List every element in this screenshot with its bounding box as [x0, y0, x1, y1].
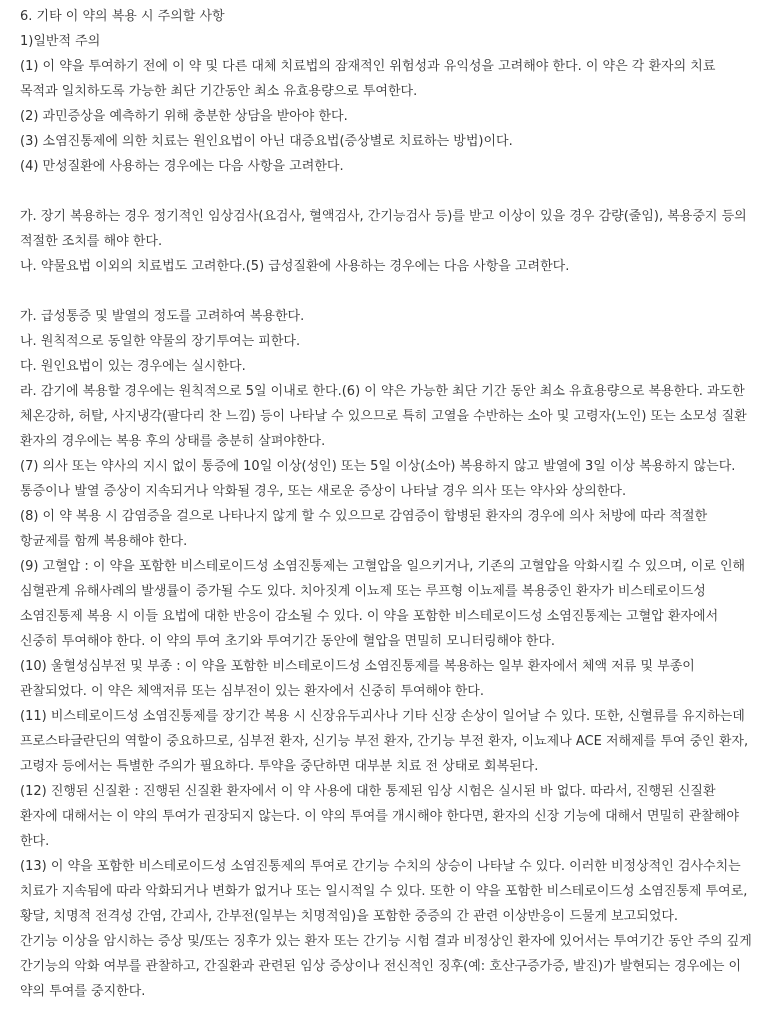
paragraph: (8) 이 약 복용 시 감염증을 걸으로 나타나지 않게 할 수 있으므로 감염증이 합병된 환자의 경우에 의사 처방에 따라 적절한 항균제를 함께 복용해야 한다.: [20, 509, 708, 549]
paragraph: (9) 고혈압 : 이 약을 포함한 비스테로이드성 소염진통제는 고혈압을 일으키거나, 기존의 고혈압을 악화시킬 수 있으며, 이로 인해 심혈관계 유해사례의 발생률이 증가될 수도 있다. 치아짓계 이뇨제 또는 루프형 이뇨제를 복용중인 환자가 비스테로이드성 소염진통제 복용 시 이들 요법에 대한 반응이 감소될 수 있다. 이 약을 포함한 비스테로이드성 소염진통제는 고혈압 환자에서 신중히 투여해야 한다. 이 약의 투여 초기와 투여기간 동안에 혈압을 면밀히 모니터링해야 한다.: [20, 559, 746, 649]
paragraph: 라. 감기에 복용할 경우에는 원칙적으로 5일 이내로 한다.(6) 이 약은 가능한 최단 기간 동안 최소 유효용량으로 복용한다. 과도한 체온강하, 허탈, 사지냉각(팔다리 찬 느낌) 등이 나타날 수 있으므로 특히 고열을 수반하는 소아 및 고령자(노인) 또는 소모성 질환 환자의 경우에는 복용 후의 상태를 충분히 살펴야한다.: [20, 384, 747, 449]
subsection-title: 1)일반적 주의: [20, 34, 101, 49]
paragraph: (1) 이 약을 투여하기 전에 이 약 및 다른 대체 치료법의 잠재적인 위험성과 유익성을 고려해야 한다. 이 약은 각 환자의 치료 목적과 일치하도록 가능한 최단 기간동안 최소 유효용량으로 투여한다.: [20, 59, 716, 99]
paragraph: (4) 만성질환에 사용하는 경우에는 다음 사항을 고려한다.: [20, 159, 344, 174]
paragraph: 간기능 이상을 암시하는 증상 및/또는 징후가 있는 환자 또는 간기능 시험 결과 비정상인 환자에 있어서는 투여기간 동안 주의 깊게 간기능의 악화 여부를 관찰하고, 간질환과 관련된 임상 증상이나 전신적인 징후(예: 호산구증가증, 발진)가 발현되는 경우에는 이 약의 투여를 중지한다.: [20, 934, 752, 999]
paragraph: 다. 원인요법이 있는 경우에는 실시한다.: [20, 359, 246, 374]
paragraph: (13) 이 약을 포함한 비스테로이드성 소염진통제의 투여로 간기능 수치의 상승이 나타날 수 있다. 이러한 비정상적인 검사수치는 치료가 지속됨에 따라 악화되거나 변화가 없거나 또는 일시적일 수 있다. 또한 이 약을 포함한 비스테로이드성 소염진통제 투여로, 황달, 치명적 전격성 간염, 간괴사, 간부전(일부는 치명적임)을 포함한 중증의 간 관련 이상반응이 드물게 보고되었다.: [20, 859, 748, 924]
paragraph: (11) 비스테로이드성 소염진통제를 장기간 복용 시 신장유두괴사나 기타 신장 손상이 일어날 수 있다. 또한, 신혈류를 유지하는데 프로스타글란딘의 역할이 중요하므로, 심부전 환자, 신기능 부전 환자, 간기능 부전 환자, 이뇨제나 ACE 저해제를 투여 중인 환자, 고령자 등에서는 특별한 주의가 필요하다. 투약을 중단하면 대부분 치료 전 상태로 회복된다.: [20, 709, 749, 774]
blank-line: [20, 179, 755, 204]
paragraph: 가. 급성통증 및 발열의 정도를 고려하여 복용한다.: [20, 309, 305, 324]
paragraph: (2) 과민증상을 예측하기 위해 충분한 상담을 받아야 한다.: [20, 109, 348, 124]
blank-line: [20, 279, 755, 304]
section-title: 6. 기타 이 약의 복용 시 주의할 사항: [20, 9, 225, 24]
paragraph: 나. 약물요법 이외의 치료법도 고려한다.(5) 급성질환에 사용하는 경우에는 다음 사항을 고려한다.: [20, 259, 570, 274]
paragraph: (12) 진행된 신질환 : 진행된 신질환 환자에서 이 약 사용에 대한 통제된 임상 시험은 실시된 바 없다. 따라서, 진행된 신질환 환자에 대해서는 이 약의 투여가 권장되지 않는다. 이 약의 투여를 개시해야 한다면, 환자의 신장 기능에 대해서 면밀히 관찰해야 한다.: [20, 784, 739, 849]
paragraph: (7) 의사 또는 약사의 지시 없이 통증에 10일 이상(성인) 또는 5일 이상(소아) 복용하지 않고 발열에 3일 이상 복용하지 않는다. 통증이나 발열 증상이 지속되거나 악화될 경우, 또는 새로운 증상이 나타날 경우 의사 또는 약사와 상의한다.: [20, 459, 736, 499]
paragraph: (10) 울혈성심부전 및 부종 : 이 약을 포함한 비스테로이드성 소염진통제를 복용하는 일부 환자에서 체액 저류 및 부종이 관찰되었다. 이 약은 체액저류 또는 심부전이 있는 환자에서 신중히 투여해야 한다.: [20, 659, 695, 699]
paragraph: 나. 원칙적으로 동일한 약물의 장기투여는 피한다.: [20, 334, 301, 349]
paragraph: 가. 장기 복용하는 경우 정기적인 임상검사(요검사, 혈액검사, 간기능검사 등)를 받고 이상이 있을 경우 감량(줄임), 복용중지 등의 적절한 조치를 해야 한다.: [20, 209, 747, 249]
paragraph: (3) 소염진통제에 의한 치료는 원인요법이 아닌 대증요법(증상별로 치료하는 방법)이다.: [20, 134, 513, 149]
